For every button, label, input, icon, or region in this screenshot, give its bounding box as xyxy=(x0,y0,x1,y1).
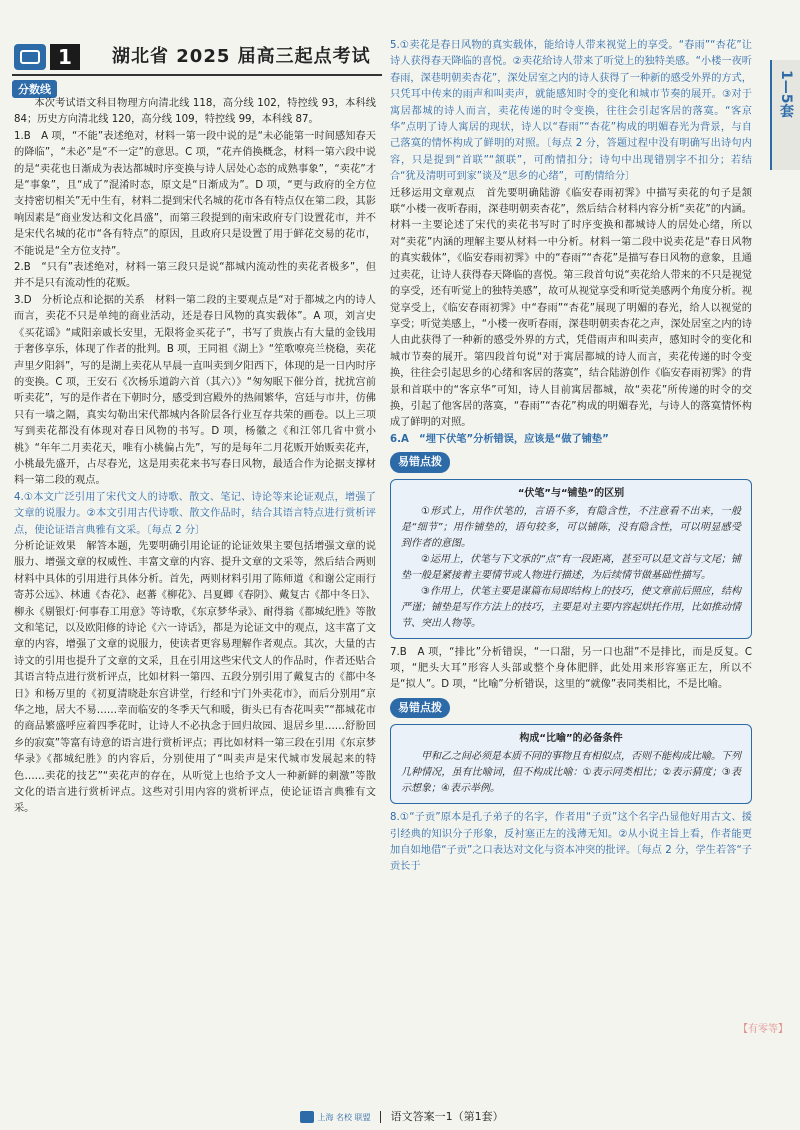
answer-q1: 1.B A 项，“不能”表述绝对，材料一第一段中说的是“未必能第一时间感知春天的降临”，“未必”是“不一定”的意思。C 项，“花卉俏换概念，材料一第六段中说的是“卖花也日渐成为表达都城时序变换与诗人居处心态的成熟事象”，“卖花”才是“事象”，且“成了”混淆时态，原文是“日渐成为”。D 项，“更与政府的全方位支持密切相关”无中生有，材料二提到宋代名城的花市各有特点仅在第二段，其影响因素是“商业发达和文化昌盛”，而第三段提到的南宋政府专门设置花市，并不是宋代名城的花市“各有特点”的原因，且政府只是设置了用于鲜花交易的花市，不能说是“全方位支持”。 xyxy=(14,130,376,257)
answer-q3: 3.D 分析论点和论据的关系 材料一第二段的主要观点是“对于都城之内的诗人而言，卖花不只是单纯的商业活动，还是春日风物的真实载体”。A 项，刘言史《买花谣》“咸阳亲戚长安里，无限将金买花子”，书写了贵族占有大量的金钱用于奢侈享乐，体现了作者的批判。B 项，王同祖《湖上》“笙歌嘹亮兰桡稳，卖花声里夕阳斜”，写的是湖上卖花从早晨一直叫卖到夕阳西下，体现的是一日内时序的变换。C 项，王安石《次杨乐道韵六首（其六）》“匆匆眠下催分首，扰扰宫前听卖花”，写的是作者在下朝时分，感受到宫殿外的热闹繁华，宫廷与市井，仿佛只有一墙之隔，真实勾勒出宋代都城内各阶层各行业互存共荣的画卷。以上三项写到卖花都没有体现对春日风物的书写。D 项，杨徽之《和江邻几省中赏小桃》“年年二月卖花天，唯有小桃偏占先”，写的是每年二月花贩开始贩卖花卉，小桃最先盛开，占尽春光，这是用卖花来书写春日风物，最适合作为论据支撑材料一第二段的观点。 xyxy=(14,294,376,487)
left-column xyxy=(14,96,376,818)
answer-q5: 5.①卖花是春日风物的真实载体，能给诗人带来视觉上的享受。“春雨”“杏花”让诗人获得春天降临的喜悦。②卖花给诗人带来了听觉上的独特美感。“小楼一夜听春雨，深巷明朝卖杏花”，深处居室之内的诗人获得了一种新的感受外界的方式，只凭耳中传来的雨声和叫卖声，就能感知时令的变化和城市节奏的展开。③对于寓居都城的诗人而言，卖花传递的时令变换，往往会引起客居的落寞。“客京华”点明了诗人寓居的现状，诗人以“春雨”“杏花”构成的明媚春光为背景，与自己落寞的情怀构成了鲜明的对照。〔每点 2 分，答题过程中没有明确写出诗句内容，只是提到“首联”“颔联”，可酌情扣分；诗句中出现错别字不扣分；若结合“犹及清明可到家”谈及“思乡的心绪”，可酌情给分〕 xyxy=(390,40,752,183)
page-footer xyxy=(300,1108,504,1124)
publisher-logo-icon xyxy=(14,44,46,70)
answer-q4-analysis: 分析论证效果 解答本题，先要明确引用论证的论证效果主要包括增强文章的说服力、增强文章的权威性、丰富文章的内容、提升文章的文采等，然后结合两则材料中具体的引用进行具体分析。首先，两则材料引用了陈师道《和谢公定雨行寄苏公远》、林逋《杏花》、赵蕃《柳花》、吕夏卿《春阴》、戴复古《都中冬日》、柳永《剔银灯·何事春工用意》等诗歌，《东京梦华录》、耐得翁《都城纪胜》等散文和笔记，以及欧阳修的诗论《六一诗话》，都是为论证文中的观点，这丰富了文章的内容，增强了文章的说服力，使读者更容易理解作者观点。其次，大量的古诗文的引用也提升了文章的文采，且在引用这些宋代文人的作品时，作者还贴合其语言特点进行赏析评点，比如材料一第四、五段分别引用了戴复古的《都中冬日》和杨万里的《初夏清晓赴东宫讲堂，行经和宁门外卖花市》，而后分别用“京华之地，居大不易……幸而临安的冬季天气和暖，街头已有杏花叫卖”“都城花市的商品繁盛呼应着四季花时，让诗人不必执念于回归故园、退居乡里……舒朌回乡的寂寞”等富有诗意的语言进行赏析评点；再比如材料一第三段在引用《东京梦华录》《都城纪胜》的内容后，分别使用了“叫卖声是宋代城市发展起来的特色……卖花的技艺”“卖花声的存在，从听觉上也给予文人一种新鲜的刺激”等散文化的语言进行赏析评点。这些对引用内容的赏析评点，使论证语言典雅有文采。 xyxy=(14,540,376,815)
right-column xyxy=(390,38,752,876)
tip-box-2-title: 构成“比喻”的必备条件 xyxy=(519,733,623,745)
header-divider xyxy=(12,74,382,76)
tip-box-1-line: ②运用上，伏笔与下文承的“点”有一段距离，甚至可以是文首与文尾；铺垫一般是紧接着主要情节或人物进行描述，为后续情节做基础性描写。 xyxy=(401,553,741,581)
tip-tag-1: 易错点拨 xyxy=(390,452,450,472)
score-tag: 分数线 xyxy=(12,80,57,98)
footer-page-label: 语文答案一1（第1套） xyxy=(390,1110,504,1123)
answer-q2: 2.B “只有”表述绝对，材料一第三段只是说“都城内流动性的卖花者极多”，但并不是只有流动性的花贩。 xyxy=(14,262,376,290)
page-header xyxy=(12,40,382,74)
answer-q4: 4.①本文广泛引用了宋代文人的诗歌、散文、笔记、诗论等来论证观点，增强了文章的说服力。②本文引用古代诗歌、散文作品时，结合其语言特点进行赏析评点，使论证语言典雅有文采。〔每点 2 分〕 xyxy=(14,491,376,536)
side-tab-label: 1—5套 xyxy=(778,70,794,118)
tip-box-1-line: ①形式上，用作伏笔的，言语不多，有隐含性，不注意看不出来，一般是“细节”；用作铺垫的，语句较多，可以铺陈，没有隐含性，可以明显感受到作者的意图。 xyxy=(401,505,741,549)
answer-q6: 6.A “埋下伏笔”分析错误，应该是“做了铺垫” xyxy=(390,433,609,445)
tip-box-1-title: “伏笔”与“铺垫”的区别 xyxy=(517,487,625,499)
watermark-stamp: 【有零等】 xyxy=(738,1024,788,1035)
score-line-text: 本次考试语文科目物理方向清北线 118，高分线 102，特控线 93，本科线 84；历史方向清北线 120，高分线 109，特控线 99，本科线 87。 xyxy=(14,98,376,126)
footer-logo-icon xyxy=(300,1111,314,1123)
answer-q5-analysis: 迁移运用文章观点 首先要明确陆游《临安春雨初霁》中描写卖花的句子是颔联“小楼一夜听春雨，深巷明朝卖杏花”，然后结合材料内容分析“卖花”的内涵。材料一主要论述了宋代的卖花书写时了时序变换和都城诗人的居处心绪，所以对“卖花”内涵的理解主要从材料一中分析。材料一第二段中说卖花是“春日风物的真实载体”，《临安春雨初霁》中的“春雨”“杏花”是描写春日风物的意象，且通过卖花，让诗人获得春天降临的喜悦。第三段首句说“卖花给人带来的不只是视觉的享受，还有听觉上的独特美感”，故可从视觉享受和听觉美感两个角度分析。视觉享受上，《临安春雨初霁》中“春雨”“杏花”展现了明媚的春光，给人以视觉的享受；听觉美感上，“小楼一夜听春雨，深巷明朝卖杏花之声，深处居室之内的诗人由此获得了一种新的感受外界的方式，凭借雨声和叫卖声，感知时令的变化和城市节奏的展开。第四段首句说“对于寓居都城的诗人而言，卖花传递的时令变换，往往会引起思乡的心绪和客居的落寞”，结合陆游创作《临安春雨初霁》的背景和首联中的“客京华”可知，诗人目前寓居都城，故“卖花”所传递的时令的交换，引起了他客居的落寞，“春雨”“杏花”构成的明媚春光，与诗人的落寞情怀构成了鲜明的对照。 xyxy=(390,187,752,429)
side-tab xyxy=(770,60,800,170)
answer-q7: 7.B A 项，“排比”分析错误，“一口甜，另一口也甜”不是排比，而是反复。C 项，“肥头大耳”形容人头部或整个身体肥胖，此处用来形容塞正左，所以不是“拟人”。D 项，“比喻”分析错误，这里的“就像”表同类相比，不是比喻。 xyxy=(390,646,752,691)
set-number: 1 xyxy=(50,44,80,70)
footer-separator xyxy=(380,1111,381,1123)
tip-box-2-line: 甲和乙之间必须是本质不同的事物且有相似点，否则不能构成比喻。下列几种情况，虽有比喻词，但不构成比喻：①表示同类相比；②表示猜度；③表示想象；④表示举例。 xyxy=(401,751,741,795)
tip-box-1 xyxy=(390,479,752,639)
tip-box-1-line: ③作用上，伏笔主要是谋篇布局即结构上的技巧，使文章前后照应，结构严谨；铺垫是写作方法上的技巧，主要是对主要内容起烘托作用，比如推动情节、突出人物等。 xyxy=(401,585,741,629)
footer-brand: 上海 名校 联盟 xyxy=(317,1112,371,1122)
answer-q8: 8.①“子贡”原本是孔子弟子的名字，作者用“子贡”这个名字凸显他好用古文、援引经典的知识分子形象，反衬塞正左的浅薄无知。②从小说主旨上看，作者能更加自如地借“子贡”之口表达对文化与资本冲突的批评。〔每点 2 分，学生若答“子贡长于 xyxy=(390,812,752,873)
tip-box-2 xyxy=(390,724,752,804)
tip-tag-2: 易错点拨 xyxy=(390,698,450,718)
exam-title: 湖北省 2025 届高三起点考试 xyxy=(112,46,371,67)
